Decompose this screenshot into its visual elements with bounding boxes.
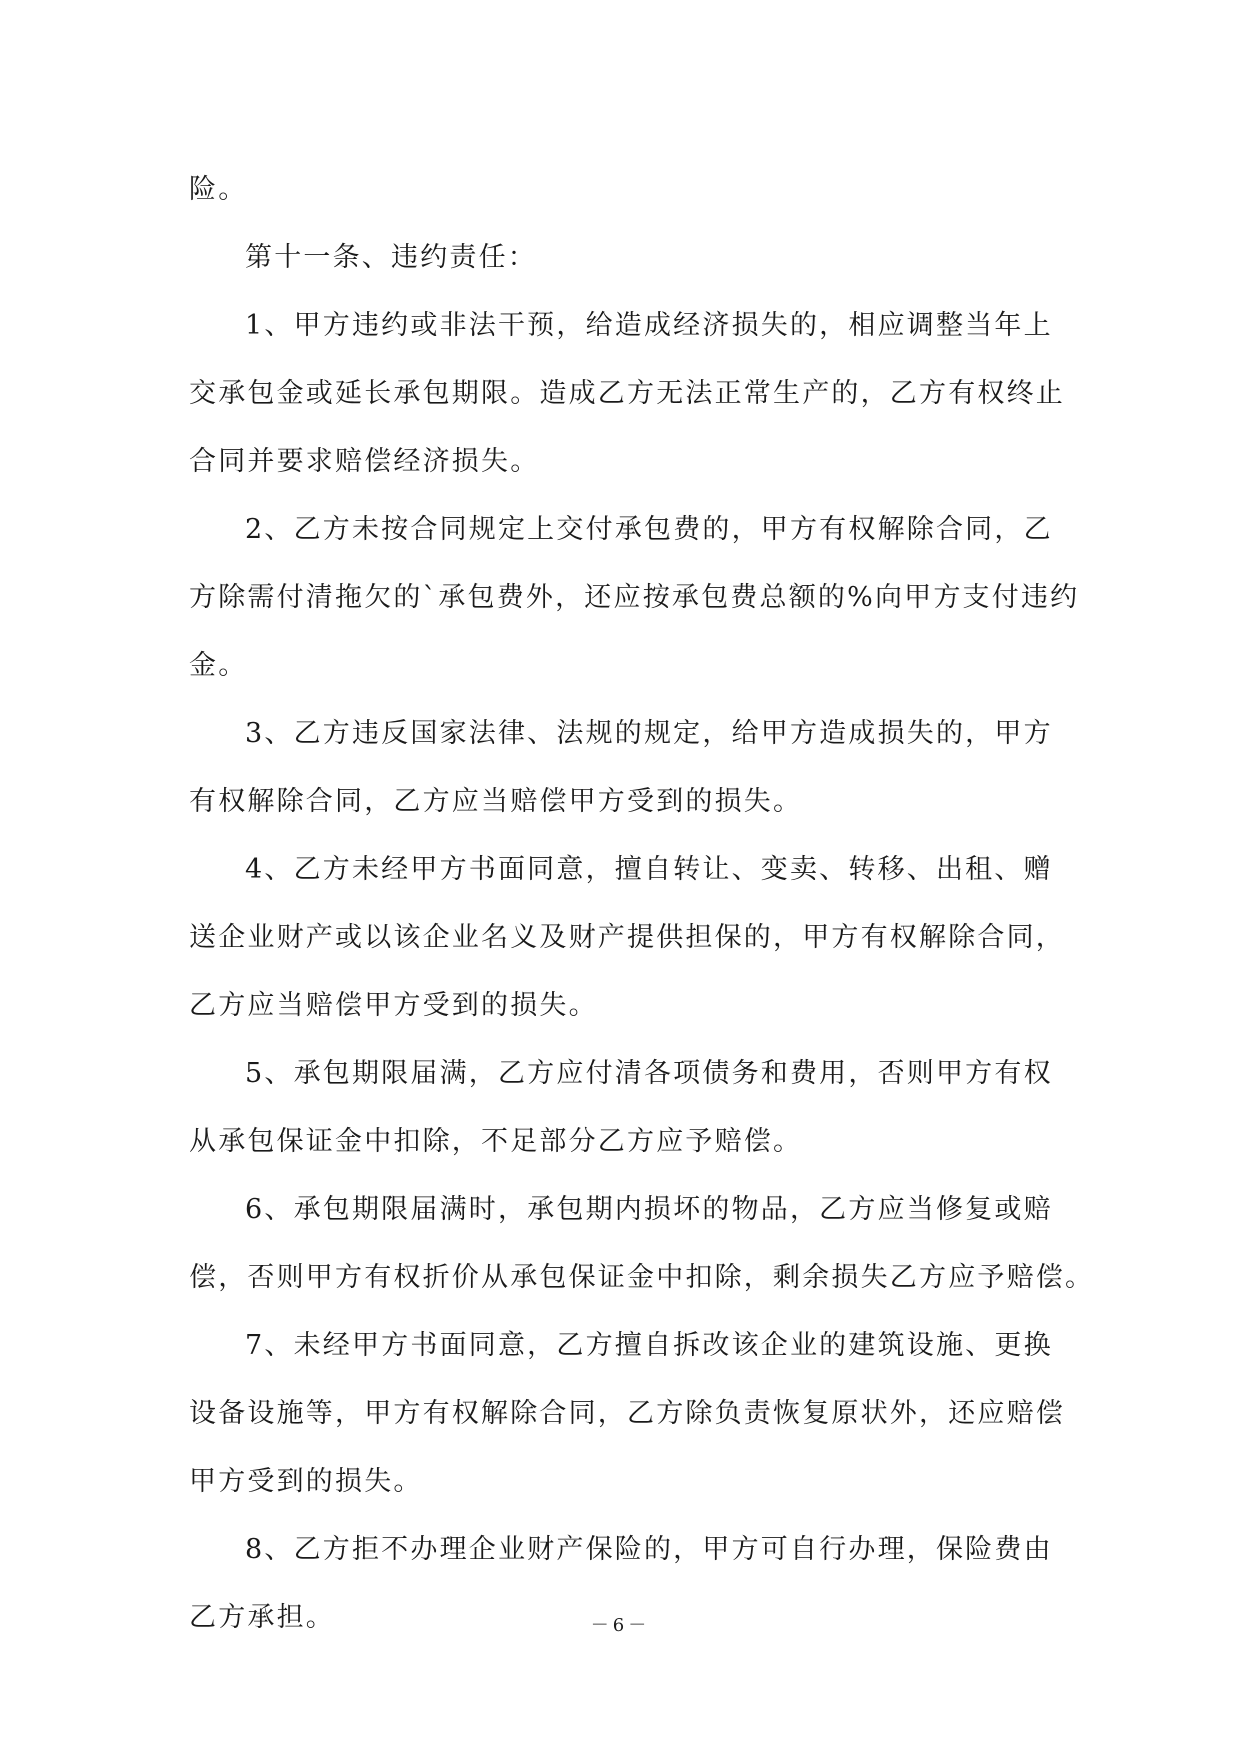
text-line: 3、乙方违反国家法律、法规的规定，给甲方造成损失的，甲方 <box>245 718 1053 749</box>
text-line: 交承包金或延长承包期限。造成乙方无法正常生产的，乙方有权终止 <box>189 378 1065 409</box>
text-line: 方除需付清拖欠的`承包费外，还应按承包费总额的%向甲方支付违约 <box>189 582 1080 613</box>
text-line: 偿，否则甲方有权折价从承包保证金中扣除，剩余损失乙方应予赔偿。 <box>189 1262 1095 1293</box>
text-line: 7、未经甲方书面同意，乙方擅自拆改该企业的建筑设施、更换 <box>245 1330 1053 1361</box>
text-line: 从承包保证金中扣除，不足部分乙方应予赔偿。 <box>189 1126 803 1157</box>
text-line: 金。 <box>189 650 248 681</box>
text-line: 1、甲方违约或非法干预，给造成经济损失的，相应调整当年上 <box>245 310 1053 341</box>
document-body <box>189 156 1095 1652</box>
text-line: 6、承包期限届满时，承包期内损坏的物品，乙方应当修复或赔 <box>245 1194 1053 1225</box>
text-line: 8、乙方拒不办理企业财产保险的，甲方可自行办理，保险费由 <box>245 1534 1053 1565</box>
text-line: 送企业财产或以该企业名义及财产提供担保的，甲方有权解除合同， <box>189 922 1065 953</box>
text-line: 险。 <box>189 174 248 205</box>
text-line: 乙方应当赔偿甲方受到的损失。 <box>189 990 598 1021</box>
text-line: 4、乙方未经甲方书面同意，擅自转让、变卖、转移、出租、赠 <box>245 854 1053 885</box>
text-line: 合同并要求赔偿经济损失。 <box>189 446 540 477</box>
page-number: －6－ <box>590 1615 651 1636</box>
text-line: 2、乙方未按合同规定上交付承包费的，甲方有权解除合同，乙 <box>245 514 1053 545</box>
text-line: 乙方承担。 <box>189 1602 335 1633</box>
text-line: 第十一条、违约责任： <box>245 242 537 273</box>
text-line: 甲方受到的损失。 <box>189 1466 423 1497</box>
text-line: 设备设施等，甲方有权解除合同，乙方除负责恢复原状外，还应赔偿 <box>189 1398 1065 1429</box>
text-line: 5、承包期限届满，乙方应付清各项债务和费用，否则甲方有权 <box>245 1058 1053 1089</box>
text-line: 有权解除合同，乙方应当赔偿甲方受到的损失。 <box>189 786 803 817</box>
